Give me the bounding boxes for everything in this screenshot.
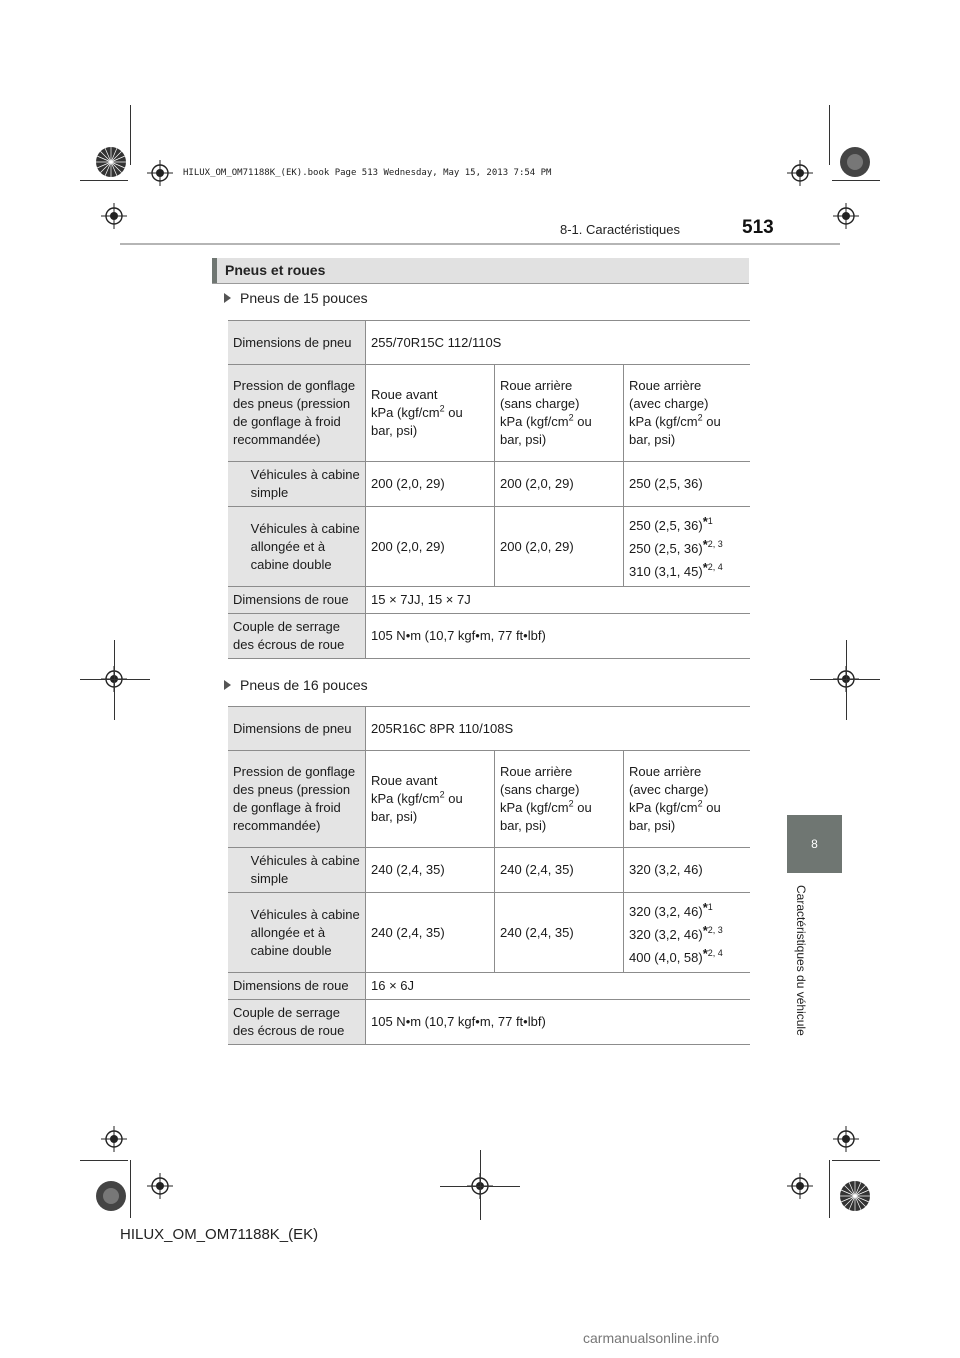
- front-value: 240 (2,4, 35): [366, 893, 495, 973]
- torque-label: Couple de serrage des écrous de roue: [228, 1000, 366, 1045]
- col-front-header: Roue avant kPa ($kgf/cm^2$ ou bar, psi): [366, 751, 495, 848]
- rear-loaded-values: 250 (2,5, 36)*$^1$ 250 (2,5, 36)*$^{2, 3}$ 310 (3,1, 45)*$^{2, 4}$: [624, 507, 751, 587]
- crop-line: [480, 1150, 481, 1220]
- rear-empty-value: 240 (2,4, 35): [495, 848, 624, 893]
- rear-empty-value: 240 (2,4, 35): [495, 893, 624, 973]
- wheel-size-value: 16 × 6J: [366, 973, 751, 1000]
- front-value: 240 (2,4, 35): [366, 848, 495, 893]
- footnote-ref: 1: [707, 902, 713, 912]
- tire-spec-table-15: [228, 320, 750, 659]
- col-front-header: Roue avant kPa ($kgf/cm^2$ ou bar, psi): [366, 365, 495, 462]
- subheading-15-inch: [224, 290, 368, 306]
- triangle-bullet-icon: [224, 680, 231, 690]
- footnote-ref: 2, 4: [707, 948, 723, 958]
- footnote-ref: 2, 4: [707, 562, 723, 572]
- rear-loaded-value: 400 (4,0, 58): [629, 950, 703, 965]
- watermark: carmanualsonline.info: [583, 1330, 720, 1346]
- row-indent: [228, 893, 246, 973]
- footer-model-code: HILUX_OM_OM71188K_(EK): [120, 1226, 319, 1243]
- wheel-size-label: Dimensions de roue: [228, 587, 366, 614]
- row-label: Véhicules à cabine allongée et à cabine double: [246, 507, 366, 587]
- crop-line: [80, 679, 150, 680]
- crop-line: [846, 640, 847, 720]
- crop-line: [810, 679, 880, 680]
- row-indent: [228, 507, 246, 587]
- registration-crosshair-icon: [101, 203, 127, 229]
- torque-label: Couple de serrage des écrous de roue: [228, 614, 366, 659]
- row-label: Véhicules à cabine simple: [246, 848, 366, 893]
- registration-crosshair-icon: [147, 1173, 173, 1199]
- registration-crosshair-icon: [833, 203, 859, 229]
- row-indent: [228, 848, 246, 893]
- chapter-tab-label: Caractéristiques du véhicule: [794, 885, 808, 1036]
- footnote-ref: 1: [707, 516, 713, 526]
- col-rear-loaded-header: Roue arrière (avec charge) kPa ($kgf/cm^2$ ou bar, psi): [624, 751, 751, 848]
- crop-line: [829, 1160, 830, 1218]
- chapter-tab: [787, 815, 842, 873]
- pressure-label: Pression de gonflage des pneus (pression de gonflage à froid recommandée): [228, 365, 366, 462]
- print-job-info: HILUX_OM_OM71188K_(EK).book Page 513 Wednesday, May 15, 2013 7:54 PM: [183, 168, 552, 178]
- crop-line: [832, 180, 880, 181]
- row-indent: [228, 462, 246, 507]
- page-number: 513: [742, 217, 774, 238]
- tire-size-value: 205R16C 8PR 110/108S: [366, 707, 751, 751]
- rear-loaded-value: 320 (3,2, 46): [629, 927, 703, 942]
- front-value: 200 (2,0, 29): [366, 462, 495, 507]
- tire-size-value: 255/70R15C 112/110S: [366, 321, 751, 365]
- tire-size-label: Dimensions de pneu: [228, 321, 366, 365]
- registration-crosshair-icon: [787, 1173, 813, 1199]
- crop-line: [80, 1160, 128, 1161]
- subheading-text: Pneus de 15 pouces: [240, 290, 368, 306]
- chapter-tab-number: 8: [811, 837, 818, 851]
- printer-color-mark: [839, 146, 871, 178]
- subheading-16-inch: [224, 677, 368, 693]
- crop-line: [130, 105, 131, 165]
- torque-value: 105 N•m (10,7 kgf•m, 77 ft•lbf): [366, 1000, 751, 1045]
- pressure-label: Pression de gonflage des pneus (pression de gonflage à froid recommandée): [228, 751, 366, 848]
- footnote-ref: 2, 3: [707, 539, 723, 549]
- rear-loaded-value: 250 (2,5, 36): [624, 462, 751, 507]
- col-rear-loaded-header: Roue arrière (avec charge) kPa ($kgf/cm^2$ ou bar, psi): [624, 365, 751, 462]
- crop-line: [80, 180, 128, 181]
- col-rear-empty-header: Roue arrière (sans charge) kPa ($kgf/cm^2$ ou bar, psi): [495, 751, 624, 848]
- rear-loaded-value: 250 (2,5, 36): [629, 518, 703, 533]
- registration-crosshair-icon: [787, 160, 813, 186]
- registration-crosshair-icon: [833, 1126, 859, 1152]
- printer-color-mark: [95, 1180, 127, 1212]
- section-title: Pneus et roues: [225, 262, 326, 278]
- rear-loaded-value: 320 (3,2, 46): [624, 848, 751, 893]
- printer-color-mark: [839, 1180, 871, 1212]
- chapter-title: 8-1. Caractéristiques: [560, 222, 680, 237]
- rear-loaded-value: 310 (3,1, 45): [629, 564, 703, 579]
- wheel-size-label: Dimensions de roue: [228, 973, 366, 1000]
- row-label: Véhicules à cabine simple: [246, 462, 366, 507]
- torque-value: 105 N•m (10,7 kgf•m, 77 ft•lbf): [366, 614, 751, 659]
- crop-line: [832, 1160, 880, 1161]
- crop-line: [114, 640, 115, 720]
- registration-crosshair-icon: [147, 160, 173, 186]
- printer-color-mark: [95, 146, 127, 178]
- subheading-text: Pneus de 16 pouces: [240, 677, 368, 693]
- section-heading: [212, 258, 749, 284]
- triangle-bullet-icon: [224, 293, 231, 303]
- header-rule: [120, 243, 840, 245]
- footnote-ref: 2, 3: [707, 925, 723, 935]
- rear-loaded-value: 250 (2,5, 36): [629, 541, 703, 556]
- rear-empty-value: 200 (2,0, 29): [495, 462, 624, 507]
- front-value: 200 (2,0, 29): [366, 507, 495, 587]
- wheel-size-value: 15 × 7JJ, 15 × 7J: [366, 587, 751, 614]
- tire-size-label: Dimensions de pneu: [228, 707, 366, 751]
- crop-line: [130, 1160, 131, 1218]
- registration-crosshair-icon: [101, 1126, 127, 1152]
- col-rear-empty-header: Roue arrière (sans charge) kPa ($kgf/cm^2$ ou bar, psi): [495, 365, 624, 462]
- crop-line: [829, 105, 830, 165]
- section-accent: [212, 258, 217, 283]
- rear-loaded-value: 320 (3,2, 46): [629, 904, 703, 919]
- rear-empty-value: 200 (2,0, 29): [495, 507, 624, 587]
- tire-spec-table-16: [228, 706, 750, 1045]
- row-label: Véhicules à cabine allongée et à cabine double: [246, 893, 366, 973]
- rear-loaded-values: 320 (3,2, 46)*$^1$ 320 (3,2, 46)*$^{2, 3}$ 400 (4,0, 58)*$^{2, 4}$: [624, 893, 751, 973]
